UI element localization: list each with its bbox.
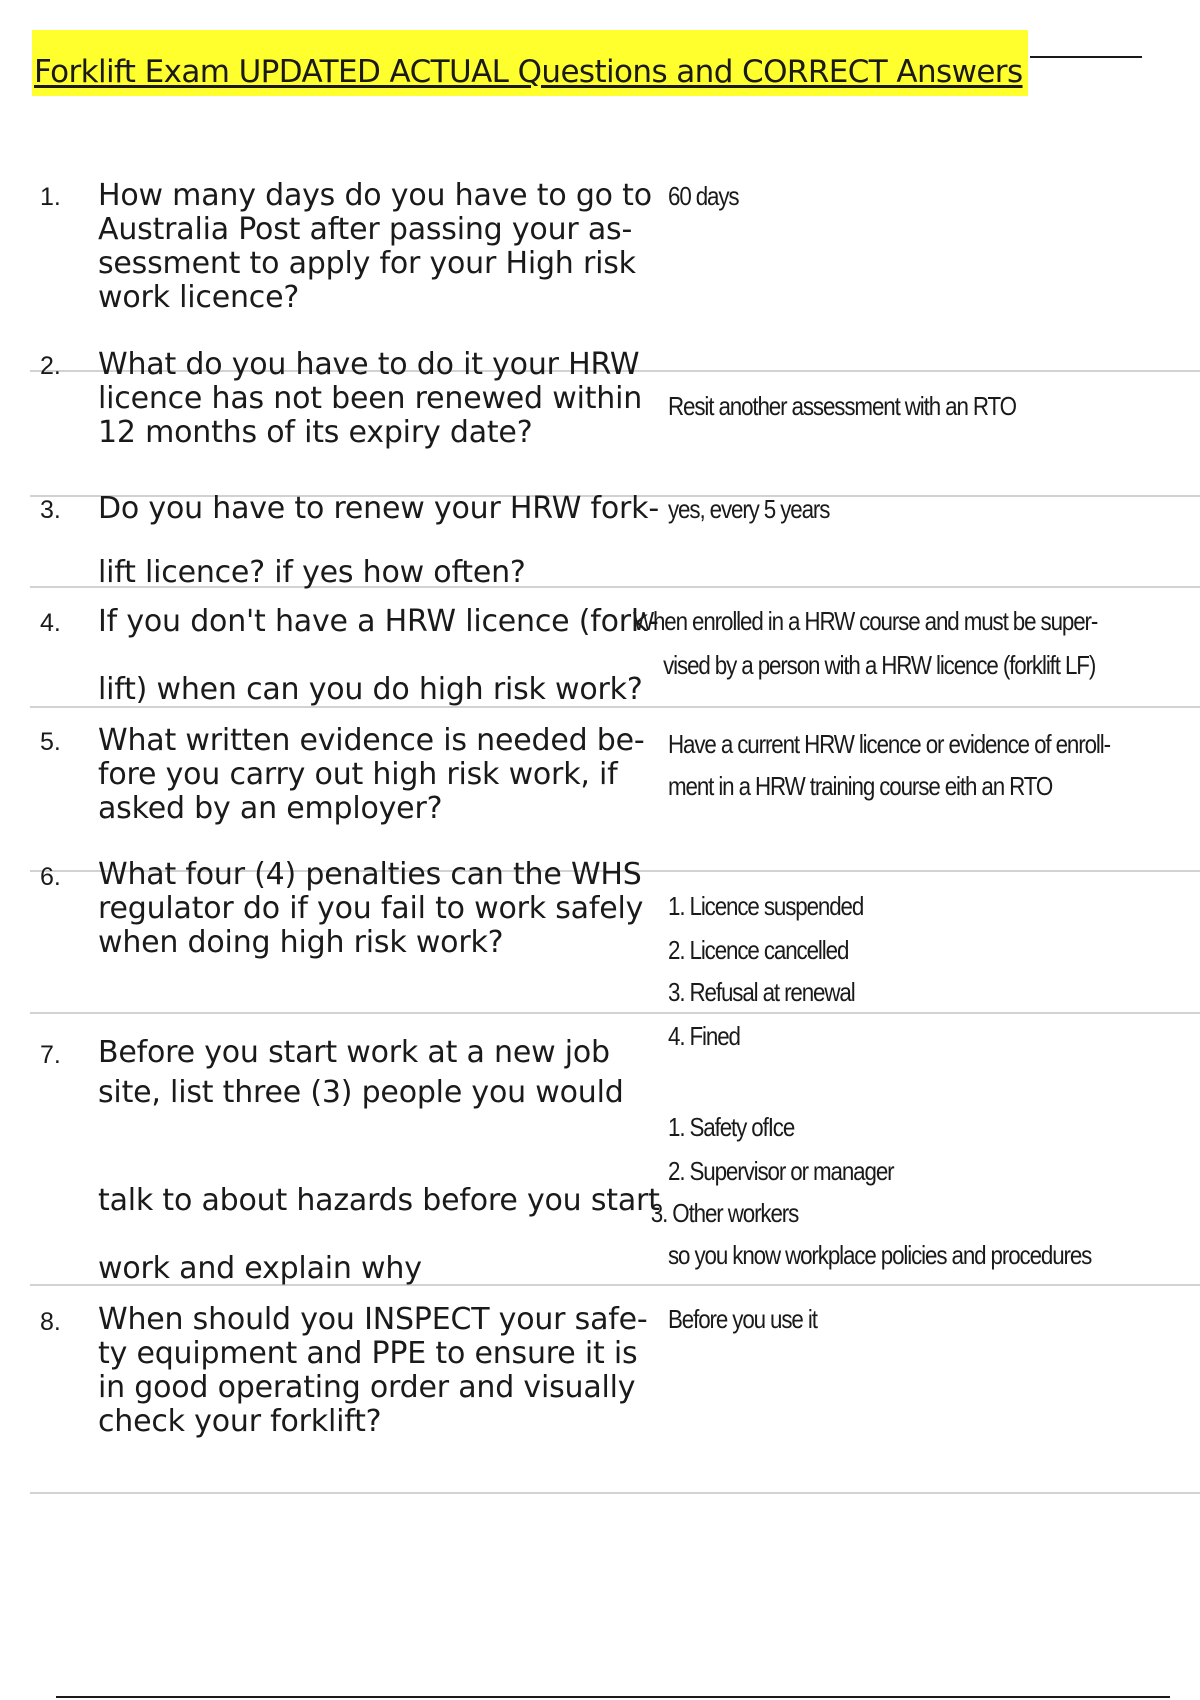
question-number: 5. — [40, 728, 61, 756]
question-text: If you don't have a HRW licence (fork- lift) when can you do high risk work? — [98, 604, 659, 707]
title-rule — [1030, 56, 1142, 58]
answer-text: Have a current HRW licence or evidence of enroll- ment in a HRW training course eith an RTO — [668, 729, 1110, 801]
question-number: 8. — [40, 1308, 61, 1336]
answer-text: Resit another assessment with an RTO — [668, 391, 1016, 421]
question-text: What four (4) penalties can the WHS regulator do if you fail to work safely when doing high risk work? — [98, 857, 644, 960]
question-number: 2. — [40, 352, 61, 380]
question-text: How many days do you have to go to Australia Post after passing your as- sessment to apply for your High risk work licence? — [98, 178, 652, 315]
answer-text: 1. Licence suspended 2. Licence cancelled 3. Refusal at renewal 4. Fined — [668, 891, 864, 1051]
question-text: Do you have to renew your HRW fork- lift licence? if yes how often? — [98, 491, 659, 590]
row-divider — [30, 1492, 1200, 1494]
question-number: 1. — [40, 183, 61, 211]
answer-text: 1. Safety ofIce 2. Supervisor or manager 3. Other workers so you know workplace policies and procedures — [650, 1112, 1092, 1270]
answer-text: 60 days — [668, 181, 739, 211]
row-divider — [30, 1012, 1200, 1014]
question-number: 6. — [40, 863, 61, 891]
question-number: 4. — [40, 609, 61, 637]
answer-text: Before you use it — [668, 1304, 817, 1334]
question-text: When should you INSPECT your safe- ty equipment and PPE to ensure it is in good operating order and visually check your forklift? — [98, 1302, 648, 1439]
footer-rule — [56, 1696, 1170, 1698]
question-text: Before you start work at a new job site, list three (3) people you would talk to about hazards before you start work and explain why — [98, 1035, 660, 1286]
question-text: What do you have to do it your HRW licence has not been renewed within 12 months of its expiry date? — [98, 347, 643, 450]
question-number: 3. — [40, 496, 61, 524]
question-text: What written evidence is needed be- fore you carry out high risk work, if asked by an employer? — [98, 723, 645, 826]
answer-text: When enrolled in a HRW course and must be super- vised by a person with a HRW licence (forklift LF) — [633, 606, 1098, 680]
question-number: 7. — [40, 1041, 61, 1069]
document-title: Forklift Exam UPDATED ACTUAL Questions and CORRECT Answers — [34, 54, 1023, 90]
answer-text: yes, every 5 years — [668, 494, 830, 524]
